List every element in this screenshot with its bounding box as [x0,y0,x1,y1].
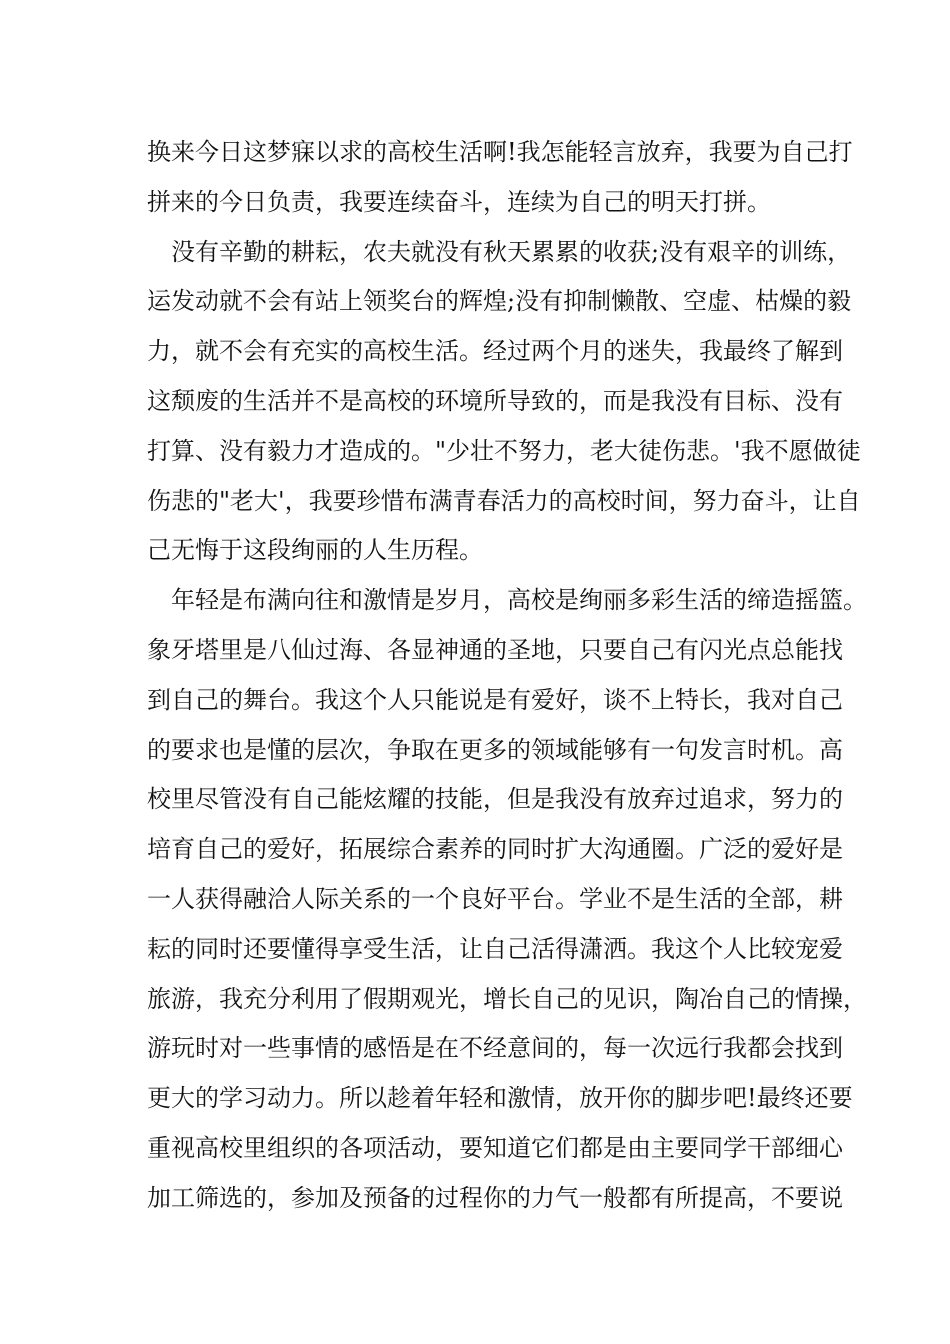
text-line: 培育自己的爱好，拓展综合素养的同时扩大沟通圈。广泛的爱好是 [147,835,843,864]
text-line: 更大的学习动力。所以趁着年轻和激情，放开你的脚步吧!最终还要 [147,1084,853,1113]
text-line: 旅游，我充分利用了假期观光，增长自己的见识，陶冶自己的情操， [147,984,867,1013]
text-line: 到自己的舞台。我这个人只能说是有爱好，谈不上特长，我对自己 [147,685,843,714]
paragraph-start-line: 年轻是布满向往和激情是岁月，高校是绚丽多彩生活的缔造摇篮。 [171,586,867,615]
text-line: 一人获得融洽人际关系的一个良好平台。学业不是生活的全部，耕 [147,884,843,913]
text-line: 换来今日这梦寐以求的高校生活啊!我怎能轻言放弃，我要为自己打 [147,138,853,166]
text-line: 重视高校里组织的各项活动，要知道它们都是由主要同学干部细心 [147,1133,843,1162]
text-line: 这颓废的生活并不是高校的环境所导致的，而是我没有目标、没有 [147,386,843,415]
text-line: 运发动就不会有站上领奖台的辉煌;没有抑制懒散、空虚、枯燥的毅 [147,287,852,316]
text-line: 伤悲的"老大'，我要珍惜布满青春活力的高校时间，努力奋斗，让自 [147,486,861,515]
text-line: 象牙塔里是八仙过海、各显神通的圣地，只要自己有闪光点总能找 [147,635,843,664]
text-line: 打算、没有毅力才造成的。"少壮不努力，老大徒伤悲。'我不愿做徒 [147,436,861,465]
text-line: 己无悔于这段绚丽的人生历程。 [147,536,483,565]
text-line: 拼来的今日负责，我要连续奋斗，连续为自己的明天打拼。 [147,187,771,216]
text-line: 耘的同时还要懂得享受生活，让自己活得潇洒。我这个人比较宠爱 [147,934,843,963]
document-body [147,128,867,1224]
text-line: 游玩时对一些事情的感悟是在不经意间的，每一次远行我都会找到 [147,1034,843,1063]
text-line: 的要求也是懂的层次，争取在更多的领域能够有一句发言时机。高 [147,735,843,764]
text-line: 校里尽管没有自己能炫耀的技能，但是我没有放弃过追求，努力的 [147,785,843,814]
paragraph-start-line: 没有辛勤的耕耘，农夫就没有秋天累累的收获;没有艰辛的训练， [171,237,852,266]
text-line: 加工筛选的，参加及预备的过程你的力气一般都有所提高，不要说 [147,1183,843,1212]
text-line: 力，就不会有充实的高校生活。经过两个月的迷失，我最终了解到 [147,337,843,366]
